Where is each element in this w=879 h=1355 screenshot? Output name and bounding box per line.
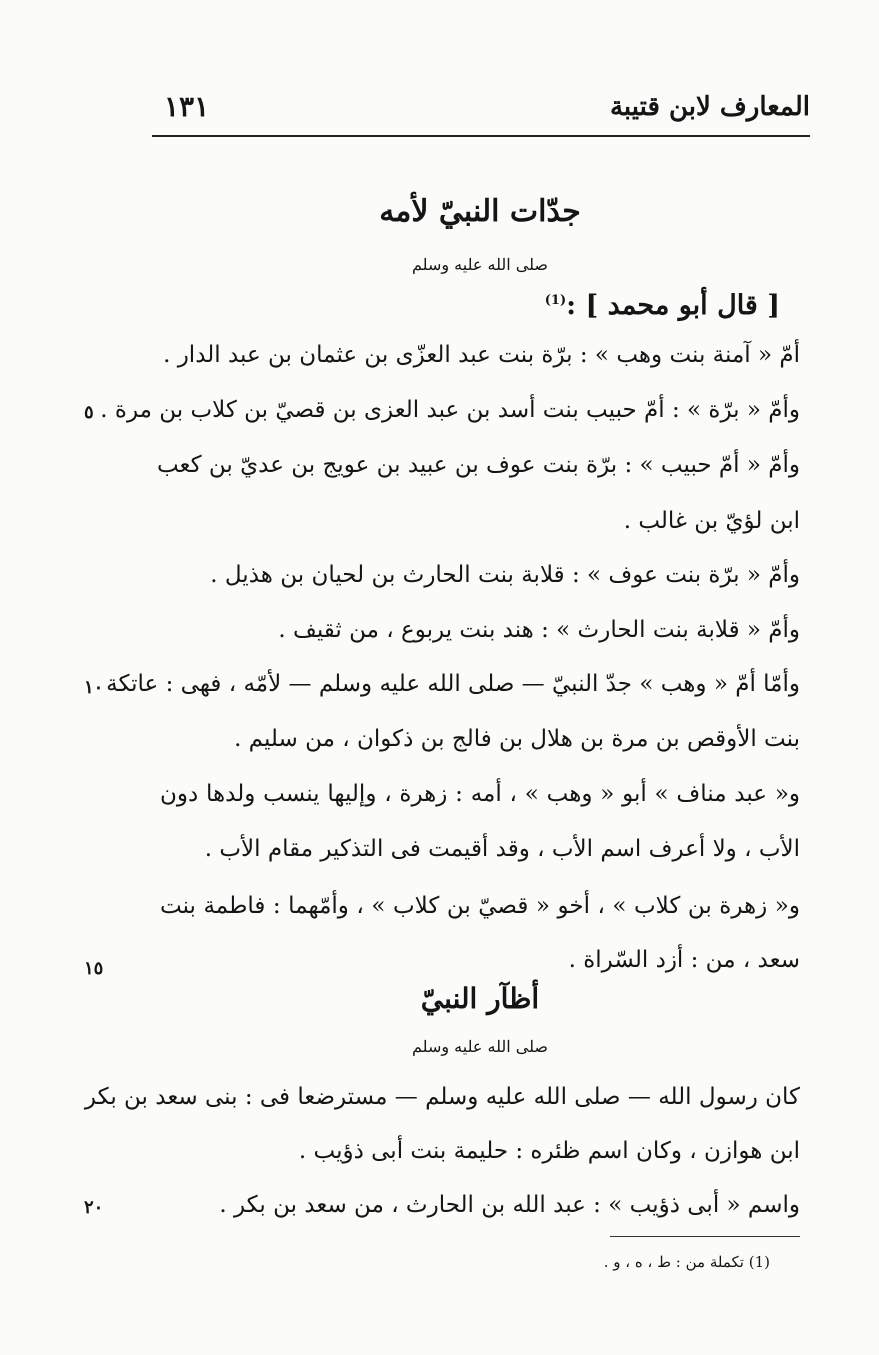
text-line: أمّ « آمنة بنت وهب » : برّة بنت عبد العزّى بن عثمان بن عبد الدار . — [163, 342, 800, 368]
line-number: ٢٠ — [84, 1197, 104, 1218]
text-line: سعد ، من : أزد السّراة . — [568, 947, 800, 973]
running-title: المعارف لابن قتيبة — [609, 92, 810, 122]
speaker-line — [544, 290, 780, 321]
text-line: كان رسول الله — صلى الله عليه وسلم — مسترضعا فى : بنى سعد بن بكر — [84, 1084, 800, 1110]
line-number: ١٠ — [84, 677, 104, 698]
footnote-rule — [610, 1236, 800, 1237]
text-line: ابن لؤيّ بن غالب . — [623, 508, 800, 534]
text-line: واسم « أبى ذؤيب » : عبد الله بن الحارث ، من سعد بن بكر . — [219, 1192, 800, 1218]
text-line: بنت الأوقص بن مرة بن هلال بن فالج بن ذكوان ، من سليم . — [234, 726, 800, 752]
text-line: ابن هوازن ، وكان اسم ظئره : حليمة بنت أبى ذؤيب . — [298, 1138, 800, 1164]
header-rule — [152, 135, 810, 137]
line-number: ٥ — [84, 402, 94, 423]
page-number: ١٣١ — [164, 90, 210, 123]
running-header — [150, 88, 810, 128]
text-line: وأمّ « برّة بنت عوف » : قلابة بنت الحارث بن لحيان بن هذيل . — [210, 562, 800, 588]
text-line: وأمّا أمّ « وهب » جدّ النبيّ — صلى الله عليه وسلم — لأمّه ، فهى : عاتكة — [106, 671, 800, 697]
section-subtitle-blessing: صلى الله عليه وسلم — [412, 1037, 548, 1056]
text-line: و« زهرة بن كلاب » ، أخو « قصيّ بن كلاب » ، وأمّهما : فاطمة بنت — [160, 893, 800, 919]
speaker-text: [ قال أبو محمد ] : — [566, 290, 780, 321]
text-line: وأمّ « برّة » : أمّ حبيب بنت أسد بن عبد العزى بن قصيّ بن كلاب بن مرة . — [100, 397, 800, 423]
text-line: و« عبد مناف » أبو « وهب » ، أمه : زهرة ، وإليها ينسب ولدها دون — [160, 781, 800, 807]
text-line: الأب ، ولا أعرف اسم الأب ، وقد أقيمت فى التذكير مقام الأب . — [204, 836, 800, 862]
section-title-grandmothers: جدّات النبيّ لأمه — [379, 194, 581, 229]
line-number: ١٥ — [84, 958, 104, 979]
text-line: وأمّ « قلابة بنت الحارث » : هند بنت يربوع ، من ثقيف . — [278, 617, 800, 643]
text-line: وأمّ « أمّ حبيب » : برّة بنت عوف بن عبيد بن عويج بن عديّ بن كعب — [156, 452, 800, 478]
section-subtitle-blessing: صلى الله عليه وسلم — [412, 255, 548, 274]
section-title-foster-mothers: أظآر النبيّ — [420, 982, 540, 1015]
footnote: (1) تكملة من : ط ، ه ، و . — [603, 1253, 770, 1271]
footnote-marker: (1) — [544, 293, 567, 308]
